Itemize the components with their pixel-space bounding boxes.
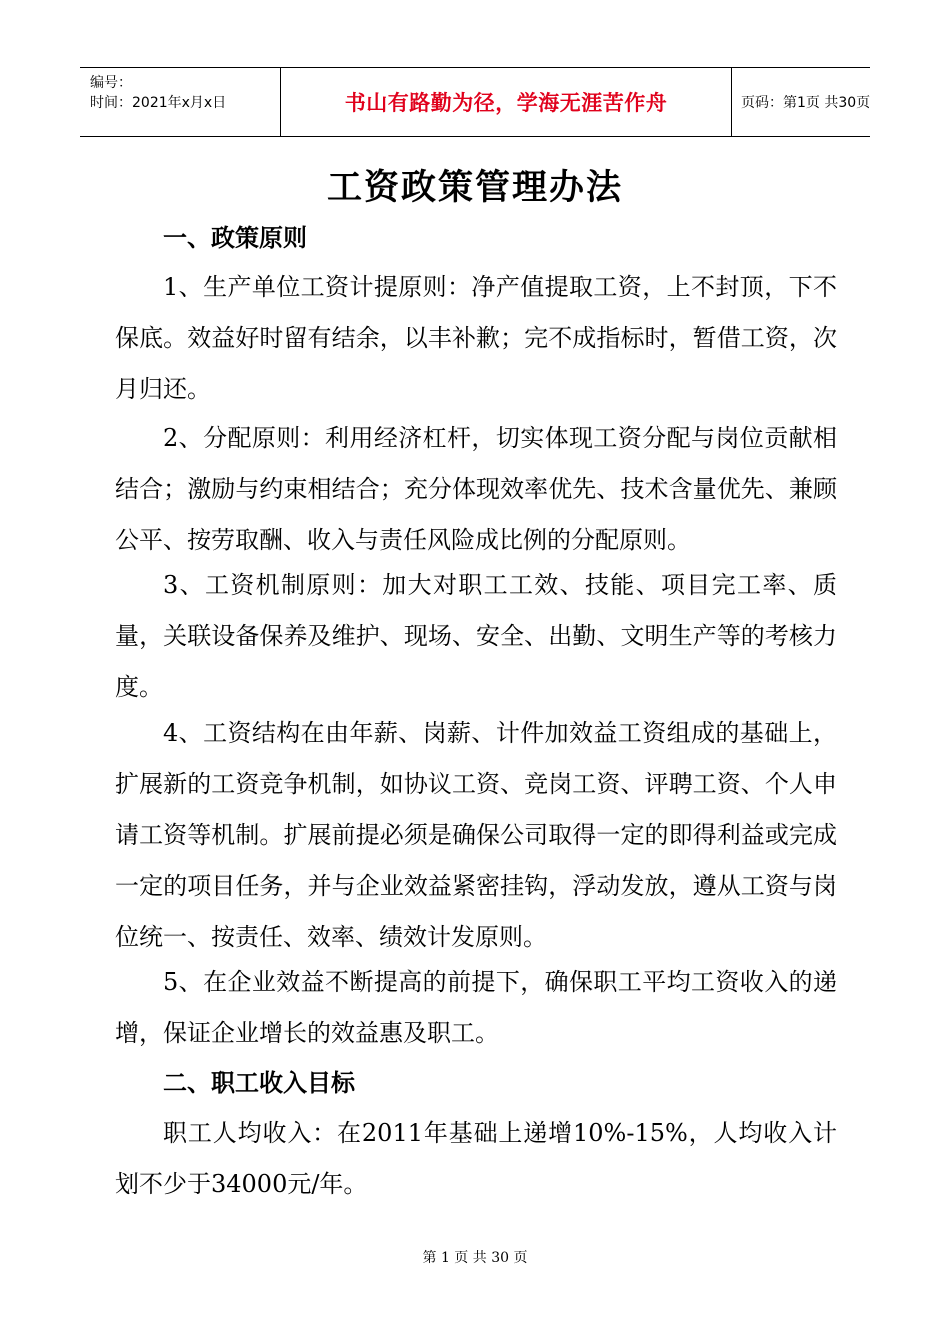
paragraph-principle-1: 1、生产单位工资计提原则：净产值提取工资，上不封顶，下不保底。效益好时留有结余，以丰补歉；完不成指标时，暂借工资，次月归还。 bbox=[115, 273, 837, 403]
section-heading-principles: 一、政策原则 bbox=[163, 223, 307, 252]
document-title: 工资政策管理办法 bbox=[326, 167, 623, 208]
motto: 书山有路勤为径，学海无涯苦作舟 bbox=[344, 91, 668, 115]
paragraph-principle-5: 5、在企业效益不断提高的前提下，确保职工平均工资收入的递增，保证企业增长的效益惠及职工。 bbox=[115, 968, 837, 1047]
header-motto-cell bbox=[280, 68, 732, 136]
document-number-label: 编号： bbox=[90, 75, 132, 91]
page-footer: 第 1 页 共 30 页 bbox=[422, 1250, 528, 1266]
paragraph-principle-3: 3、工资机制原则：加大对职工工效、技能、项目完工率、质量，关联设备保养及维护、现场、安全、出勤、文明生产等的考核力度。 bbox=[115, 571, 837, 701]
page-info: 页码：第1页 共30页 bbox=[741, 95, 871, 111]
section-heading-income-target: 二、职工收入目标 bbox=[163, 1068, 355, 1097]
header-meta bbox=[80, 68, 280, 136]
document-date: 时间：2021年x月x日 bbox=[90, 95, 227, 111]
document-header bbox=[80, 67, 870, 137]
header-page-cell bbox=[731, 68, 870, 136]
paragraph-income-target: 职工人均收入：在2011年基础上递增10%-15%，人均收入计划不少于34000元/年。 bbox=[115, 1119, 837, 1198]
paragraph-principle-4: 4、工资结构在由年薪、岗薪、计件加效益工资组成的基础上，扩展新的工资竞争机制，如协议工资、竞岗工资、评聘工资、个人申请工资等机制。扩展前提必须是确保公司取得一定的即得利益或完成一定的项目任务，并与企业效益紧密挂钩，浮动发放，遵从工资与岗位统一、按责任、效率、绩效计发原则。 bbox=[115, 719, 837, 951]
paragraph-principle-2: 2、分配原则：利用经济杠杆，切实体现工资分配与岗位贡献相结合；激励与约束相结合；充分体现效率优先、技术含量优先、兼顾公平、按劳取酬、收入与责任风险成比例的分配原则。 bbox=[115, 424, 837, 554]
